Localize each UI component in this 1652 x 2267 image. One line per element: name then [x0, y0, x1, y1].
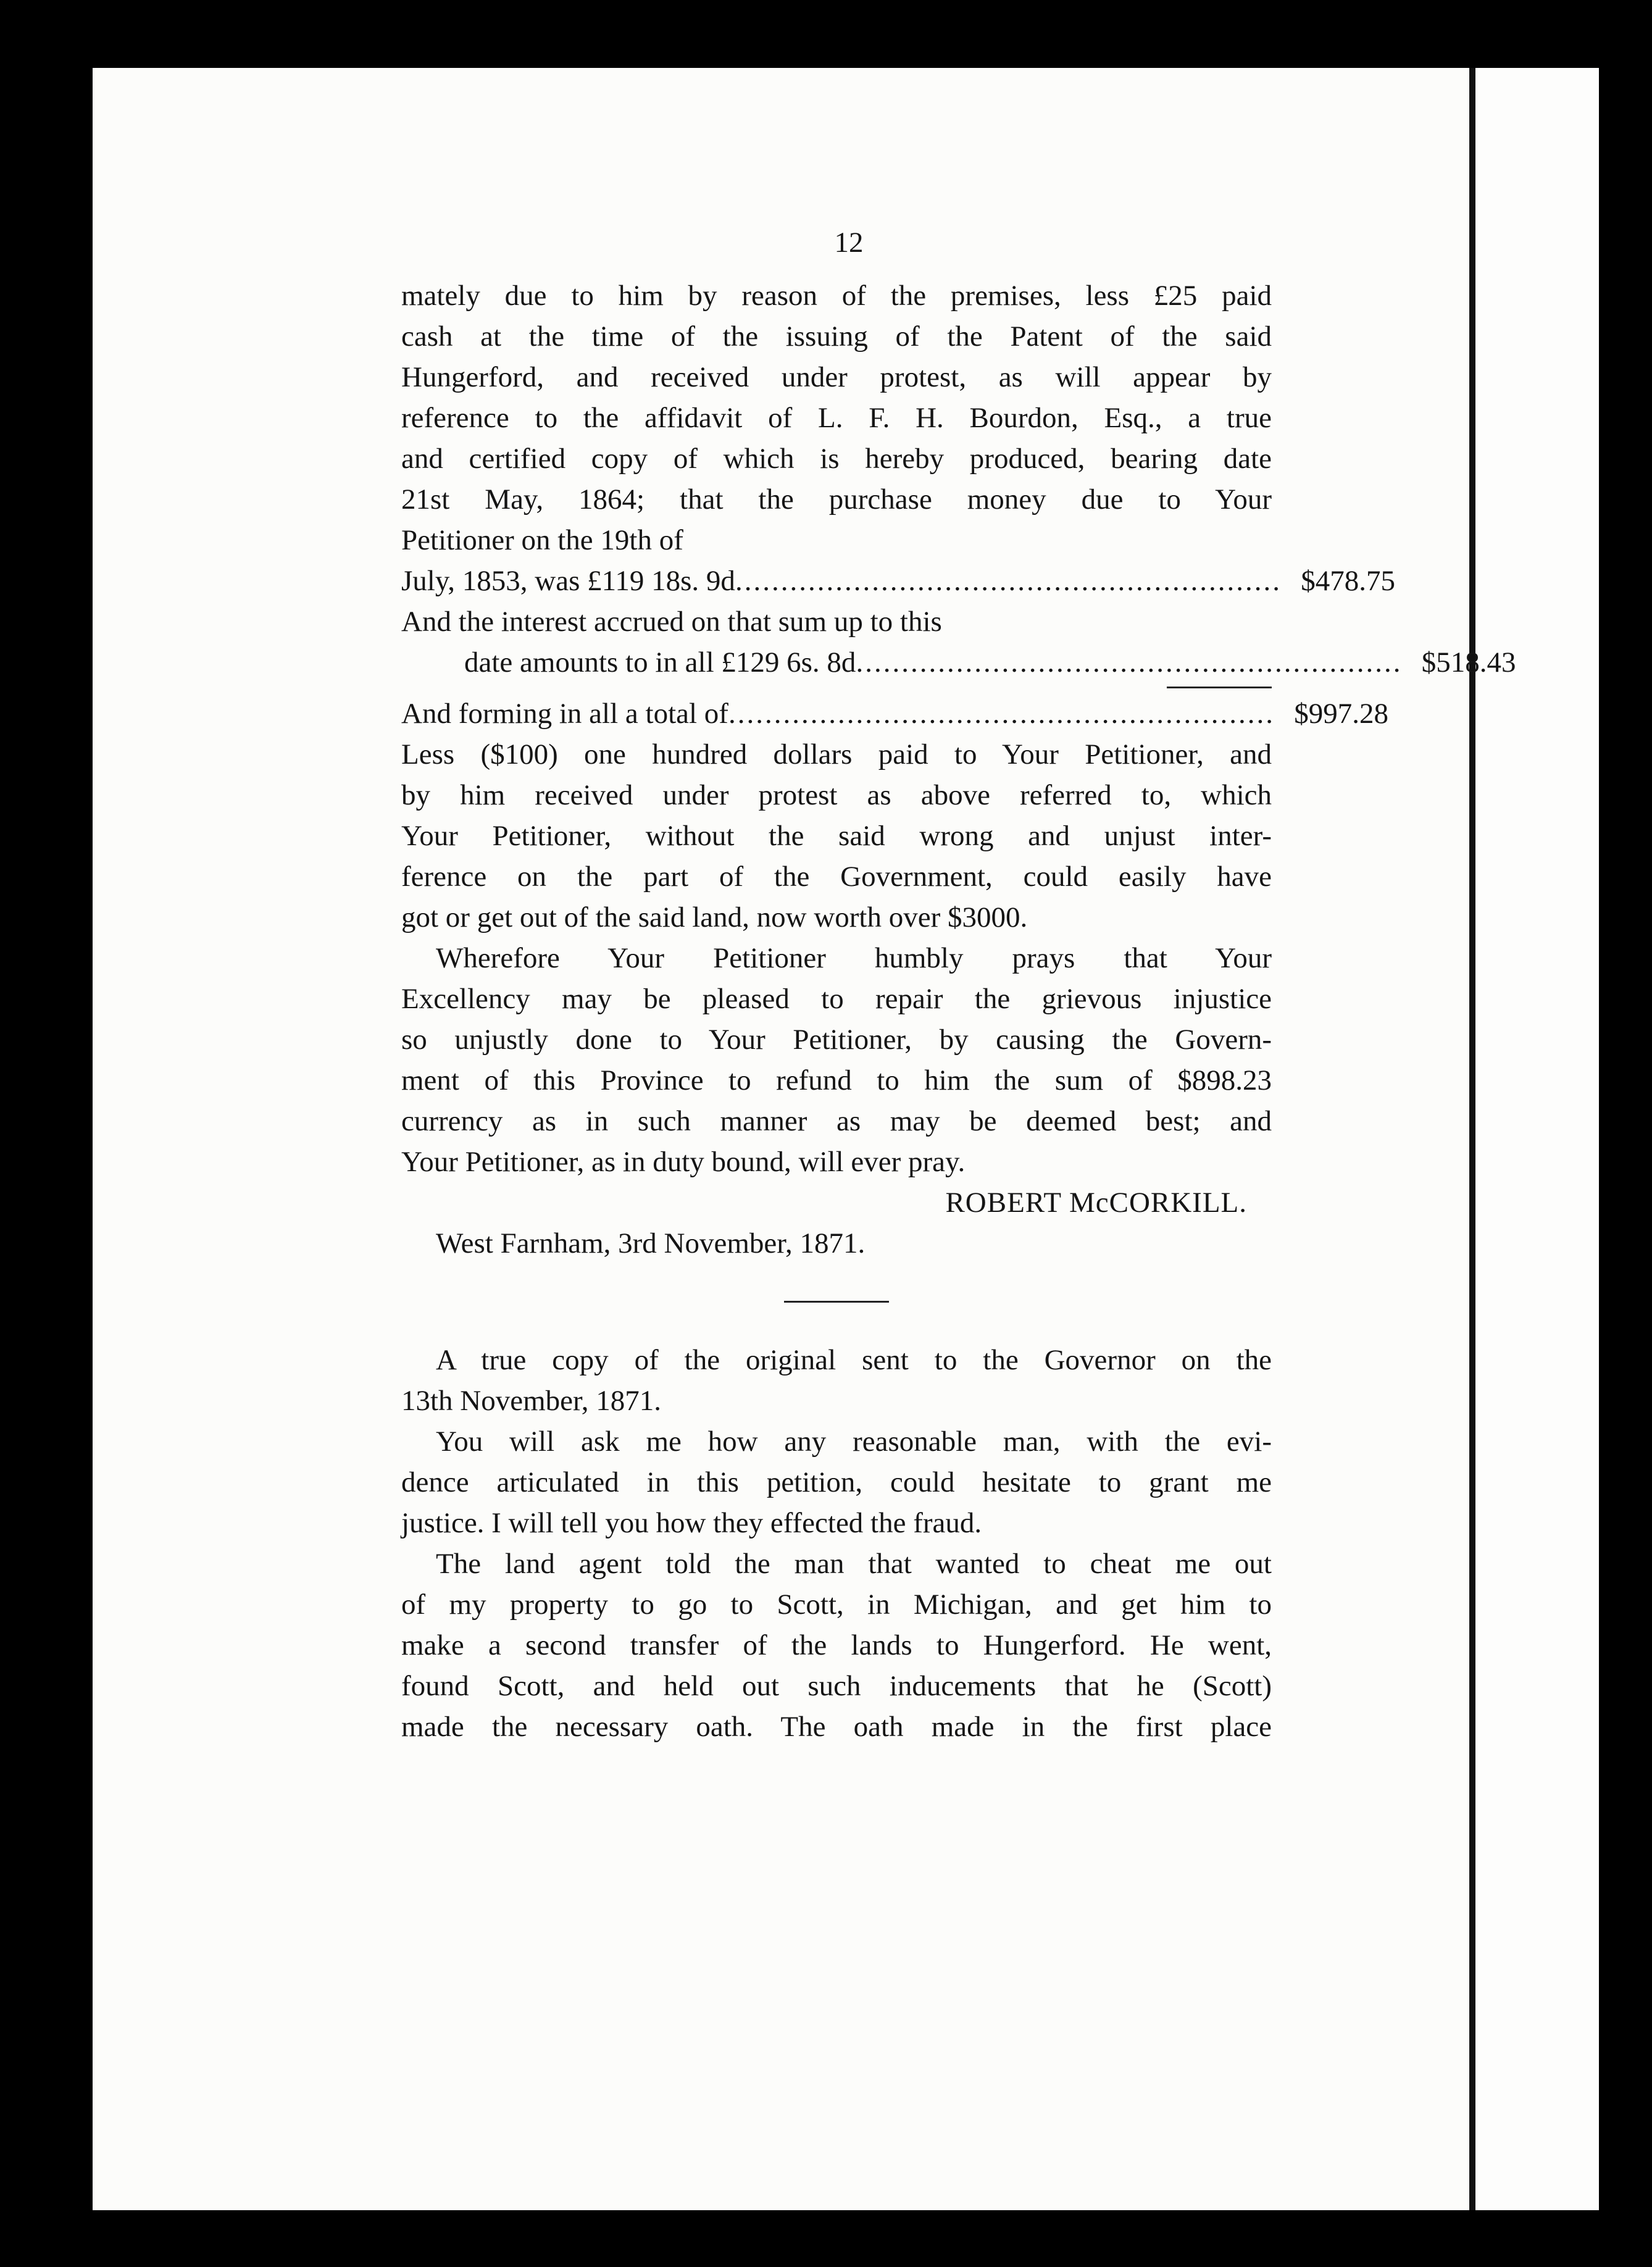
text-line: Excellency may be pleased to repair the grievous injustice [401, 983, 1272, 1015]
signature: ROBERT McCORKILL. [945, 1187, 1247, 1219]
less-paragraph [401, 734, 1272, 938]
place-date: West Farnham, 3rd November, 1871. [436, 1227, 866, 1259]
page-number: 12 [834, 227, 864, 259]
text-line: You will ask me how any reasonable man, with the evi- [436, 1426, 1272, 1458]
ledger-label: date amounts to in all £129 6s. 8d [464, 646, 856, 678]
text-line: and certified copy of which is hereby produced, bearing date [401, 443, 1272, 475]
text-line: Petitioner on the 19th of [401, 524, 683, 556]
text-line: made the necessary oath. The oath made in the first place [401, 1711, 1272, 1743]
ledger [401, 561, 1516, 734]
sum-rule [1167, 687, 1272, 688]
text-line: Your Petitioner, as in duty bound, will ever pray. [401, 1146, 966, 1178]
text-line: justice. I will tell you how they effected the fraud. [401, 1507, 982, 1539]
text-line: make a second transfer of the lands to Hungerford. He went, [401, 1629, 1272, 1661]
facing-page-edge [1475, 68, 1599, 2210]
ledger-amount: $997.28 [1294, 698, 1388, 730]
ledger-label: And forming in all a total of [401, 698, 728, 730]
ledger-leader-dots: ............................................................ [735, 565, 1282, 597]
wherefore-paragraph [401, 938, 1272, 1182]
text-line: 21st May, 1864; that the purchase money due to Your [401, 483, 1272, 516]
text-line: cash at the time of the issuing of the Patent of the said [401, 320, 1272, 353]
text-line: so unjustly done to Your Petitioner, by causing the Govern- [401, 1024, 1272, 1056]
text-line: ment of this Province to refund to him the sum of $898.23 [401, 1064, 1272, 1096]
text-line: dence articulated in this petition, could hesitate to grant me [401, 1466, 1272, 1498]
text-line: Wherefore Your Petitioner humbly prays that Your [436, 942, 1272, 974]
text-line: ference on the part of the Government, could easily have [401, 861, 1272, 893]
text-line: by him received under protest as above referred to, which [401, 779, 1272, 811]
text-line: 13th November, 1871. [401, 1385, 662, 1417]
text-line: Your Petitioner, without the said wrong and unjust inter- [401, 820, 1272, 852]
agent-paragraph [401, 1543, 1272, 1747]
text-line: The land agent told the man that wanted to cheat me out [436, 1548, 1272, 1580]
text-line: Less ($100) one hundred dollars paid to Your Petitioner, and [401, 738, 1272, 770]
page-text [401, 222, 1516, 1747]
ledger-leader-dots: ............................................................ [856, 646, 1403, 678]
text-line: found Scott, and held out such inducements that he (Scott) [401, 1670, 1272, 1702]
ledger-row-total [401, 693, 1388, 734]
ledger-amount: $478.75 [1301, 565, 1395, 597]
text-line: A true copy of the original sent to the Governor on the [436, 1344, 1272, 1376]
text-line: currency as in such manner as may be deemed best; and [401, 1105, 1272, 1137]
ledger-leader-dots: ............................................................ [728, 698, 1275, 730]
ledger-label: July, 1853, was £119 18s. 9d [401, 565, 735, 597]
ledger-row-principal [401, 561, 1395, 601]
text-line: mately due to him by reason of the premises, less £25 paid [401, 280, 1272, 312]
opening-paragraph [401, 275, 1272, 561]
text-line: Hungerford, and received under protest, as will appear by [401, 361, 1272, 393]
text-line: of my property to go to Scott, in Michigan, and get him to [401, 1589, 1272, 1621]
text-line: reference to the affidavit of L. F. H. Bourdon, Esq., a true [401, 402, 1272, 434]
copy-paragraph [401, 1340, 1272, 1421]
ask-paragraph [401, 1421, 1272, 1543]
ledger-interest-line: And the interest accrued on that sum up to this [401, 606, 942, 638]
ledger-amount: $518.43 [1421, 646, 1516, 678]
ledger-row-interest [401, 642, 1516, 683]
text-line: got or get out of the said land, now worth over $3000. [401, 901, 1028, 933]
section-separator [784, 1301, 889, 1303]
